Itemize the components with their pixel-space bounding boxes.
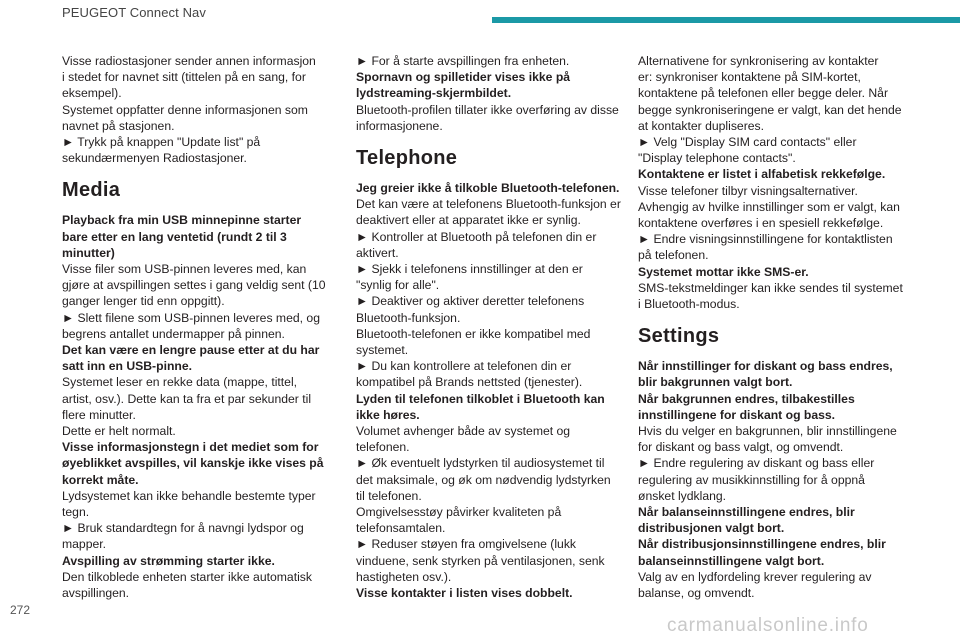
text-line: Lyden til telefonen tilkoblet i Bluetooth kan — [356, 391, 605, 406]
text-line: Når bakgrunnen endres, tilbakestilles — [638, 391, 855, 406]
text-line: bare etter en lang ventetid (rundt 2 til 3 — [62, 229, 287, 244]
column-right — [638, 53, 912, 601]
question-balance — [638, 504, 912, 569]
question-usb-pause — [62, 342, 342, 374]
text-line: telefonsamtalen. — [356, 521, 446, 536]
page-number: 272 — [10, 603, 31, 617]
section-heading-telephone: Telephone — [356, 147, 458, 170]
text-line: begge synkroniseringene er valgt, kan det hende — [638, 102, 902, 117]
text-line: ► Trykk på knappen "Update list" på — [62, 135, 261, 150]
text-line: Spornavn og spilletider vises ikke på — [356, 70, 571, 85]
running-header-title: PEUGEOT Connect Nav — [62, 5, 206, 20]
column-left — [62, 53, 342, 601]
text-line: ikke høres. — [356, 407, 420, 422]
question-sms — [638, 264, 912, 280]
text-line: hastigheten osv.). — [356, 569, 452, 584]
text-line: satt inn en USB-pinne. — [62, 359, 193, 374]
section-heading-media: Media — [62, 179, 121, 202]
text-line: Når balanseinnstillingene endres, blir — [638, 505, 855, 520]
text-line: Lydsystemet kan ikke behandle bestemte typer — [62, 488, 316, 503]
text-line: minutter) — [62, 245, 115, 260]
header-accent-bar — [492, 17, 960, 23]
text-line: begrens antallet undermapper på pinnen. — [62, 326, 285, 341]
text-line: Visse filer som USB-pinnen leveres med, kan — [62, 262, 307, 277]
text-line: Omgivelsesstøy påvirker kvaliteten på — [356, 505, 562, 520]
text-line: distribusjonen valgt bort. — [638, 521, 785, 536]
answer-track-names — [356, 102, 628, 134]
text-line: er: synkroniser kontaktene på SIM-kortet, — [638, 70, 861, 85]
text-line: Når distribusjonsinnstillingene endres, blir — [638, 537, 886, 552]
radio-intro-text — [62, 53, 342, 166]
text-line: balanseinnstillingene valgt bort. — [638, 553, 825, 568]
text-line: flere minutter. — [62, 407, 136, 422]
text-line: tegn. — [62, 505, 90, 520]
text-line: deaktivert eller at apparatet ikke er synlig. — [356, 213, 581, 228]
text-line: i stedet for navnet sitt (tittelen på en sang, for — [62, 70, 306, 85]
text-line: ganger lenger tid enn oppgitt). — [62, 294, 225, 309]
answer-treble-bass — [638, 423, 912, 504]
text-line: Jeg greier ikke å tilkoble Bluetooth-telefonen. — [356, 181, 620, 196]
question-bluetooth-connect — [356, 180, 628, 196]
text-line: systemet. — [356, 343, 409, 358]
text-line: ► Velg "Display SIM card contacts" eller — [638, 135, 857, 150]
text-line: det maksimale, og øk om nødvendig lydstyrken — [356, 472, 611, 487]
text-line: til telefonen. — [356, 488, 422, 503]
text-line: kontaktene på telefonen eller begge deler. Når — [638, 86, 889, 101]
section-heading-settings: Settings — [638, 325, 720, 348]
text-line: "synlig for alle". — [356, 278, 440, 293]
answer-usb-delay — [62, 261, 342, 342]
text-line: navnet på stasjonen. — [62, 118, 175, 133]
text-line: Playback fra min USB minnepinne starter — [62, 213, 302, 228]
watermark: carmanualsonline.info — [667, 615, 869, 636]
text-line: Visse telefoner tilbyr visningsalternativer. — [638, 183, 858, 198]
answer-phone-sound — [356, 423, 628, 585]
contacts-sync-text — [638, 53, 912, 166]
text-line: ► Endre regulering av diskant og bass eller — [638, 456, 875, 471]
answer-streaming — [62, 569, 342, 601]
text-line: avspillingen. — [62, 586, 130, 601]
text-line: artist, osv.). Dette kan ta fra et par sekunder til — [62, 391, 312, 406]
text-line: Det kan være at telefonens Bluetooth-funksjon er — [356, 197, 621, 212]
text-line: Den tilkoblede enheten starter ikke automatisk — [62, 569, 312, 584]
text-line: telefonen. — [356, 440, 410, 455]
text-line: ► Bruk standardtegn for å navngi lydspor og — [62, 521, 304, 536]
text-line: kompatibel på Brands nettsted (tjenester). — [356, 375, 583, 390]
text-line: Kontaktene er listet i alfabetisk rekkefølge. — [638, 167, 886, 182]
text-line: Visse radiostasjoner sender annen informasjon — [62, 54, 316, 68]
text-line: Systemet oppfatter denne informasjonen som — [62, 102, 308, 117]
text-line: ► Kontroller at Bluetooth på telefonen din er — [356, 229, 597, 244]
question-streaming — [62, 553, 342, 569]
text-line: ► Slett filene som USB-pinnen leveres med, og — [62, 310, 320, 325]
answer-characters — [62, 488, 342, 553]
text-line: Hvis du velger en bakgrunnen, blir innstillingene — [638, 424, 897, 439]
answer-usb-pause — [62, 374, 342, 439]
text-line: sekundærmenyen Radiostasjoner. — [62, 151, 247, 166]
text-line: lydstreaming-skjermbildet. — [356, 86, 512, 101]
answer-alphabetical — [638, 183, 912, 264]
text-line: at kontakter dupliseres. — [638, 118, 765, 133]
text-line: Bluetooth-funksjon. — [356, 310, 461, 325]
text-line: Avspilling av strømming starter ikke. — [62, 553, 275, 568]
text-line: Systemet mottar ikke SMS-er. — [638, 264, 809, 279]
answer-sms — [638, 280, 912, 312]
text-line: regulering av musikkinnstilling for å oppnå — [638, 472, 865, 487]
question-phone-sound — [356, 391, 628, 423]
text-line: Alternativene for synkronisering av kontakter — [638, 54, 879, 68]
text-line: øyeblikket avspilles, vil kanskje ikke vises på — [62, 456, 324, 471]
text-line: ► Øk eventuelt lydstyrken til audiosystemet til — [356, 456, 605, 471]
answer-balance — [638, 569, 912, 601]
text-line: vinduene, senk styrken på ventilasjonen, senk — [356, 553, 605, 568]
text-line: blir bakgrunnen valgt bort. — [638, 375, 793, 390]
text-line: Systemet leser en rekke data (mappe, tittel, — [62, 375, 298, 390]
question-track-names — [356, 69, 628, 101]
question-characters — [62, 439, 342, 488]
text-line: gjøre at avspillingen settes i gang veldig sent (10 — [62, 278, 326, 293]
text-line: ► Du kan kontrollere at telefonen din er — [356, 359, 572, 374]
text-line: Avhengig av hvilke innstillinger som er valgt, kan — [638, 199, 900, 214]
text-line: i Bluetooth-modus. — [638, 297, 740, 312]
text-line: Dette er helt normalt. — [62, 424, 176, 439]
text-line: for diskant og bass valgt, og omvendt. — [638, 440, 844, 455]
text-line: informasjonene. — [356, 118, 443, 133]
text-line: Det kan være en lengre pause etter at du har — [62, 343, 320, 358]
text-line: "Display telephone contacts". — [638, 151, 796, 166]
question-treble-bass — [638, 358, 912, 423]
text-line: SMS-tekstmeldinger kan ikke sendes til systemet — [638, 280, 903, 295]
text-line: aktivert. — [356, 245, 399, 260]
question-duplicate-contacts — [356, 585, 628, 601]
text-line: Bluetooth-profilen tillater ikke overføring av disse — [356, 102, 619, 117]
question-alphabetical — [638, 166, 912, 182]
text-line: ► Sjekk i telefonens innstillinger at den er — [356, 262, 583, 277]
text-line: Visse informasjonstegn i det mediet som for — [62, 440, 319, 455]
question-usb-delay — [62, 212, 342, 261]
text-line: balanse, og omvendt. — [638, 586, 755, 601]
text-line: kontaktene overføres i en spesiell rekkefølge. — [638, 216, 884, 231]
text-line: ► Endre visningsinnstillingene for kontaktlisten — [638, 232, 893, 247]
text-line: Når innstillinger for diskant og bass endres, — [638, 359, 893, 374]
streaming-intro-text — [356, 53, 628, 69]
text-line: Valg av en lydfordeling krever regulering av — [638, 569, 872, 584]
text-line: ► For å starte avspillingen fra enheten. — [356, 54, 570, 68]
text-line: Volumet avhenger både av systemet og — [356, 424, 571, 439]
text-line: på telefonen. — [638, 248, 709, 263]
text-line: eksempel). — [62, 86, 122, 101]
text-line: mapper. — [62, 537, 107, 552]
text-line: ► Reduser støyen fra omgivelsene (lukk — [356, 537, 577, 552]
text-line: Bluetooth-telefonen er ikke kompatibel med — [356, 326, 591, 341]
answer-bluetooth-connect — [356, 196, 628, 390]
text-line: korrekt måte. — [62, 472, 139, 487]
text-line: ► Deaktiver og aktiver deretter telefonens — [356, 294, 585, 309]
text-line: Visse kontakter i listen vises dobbelt. — [356, 586, 573, 601]
text-line: innstillingene for diskant og bass. — [638, 407, 836, 422]
text-line: ønsket lydklang. — [638, 488, 727, 503]
column-middle — [356, 53, 628, 601]
